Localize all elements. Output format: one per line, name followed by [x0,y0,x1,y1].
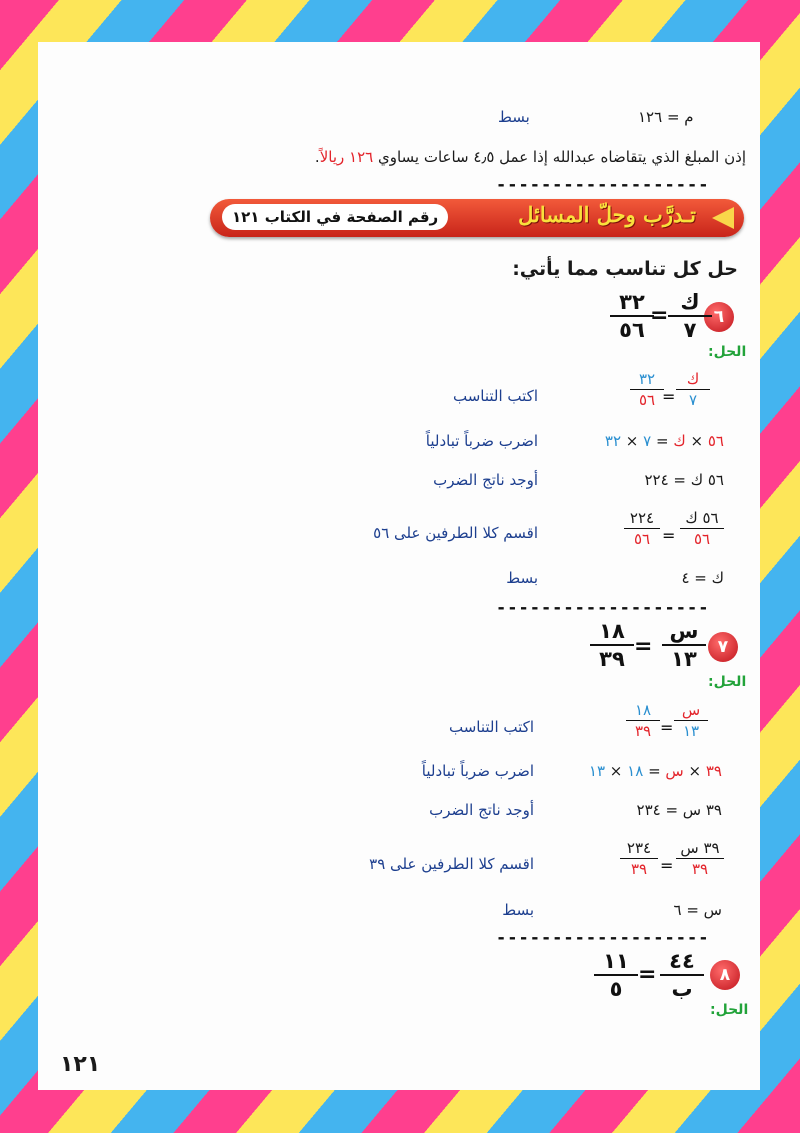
numerator: ٢٢٤ [629,509,655,527]
equals-sign: = [648,762,661,780]
problem-fraction-left [660,619,708,671]
step-label-simplify: بسط [506,569,538,587]
banner-page-label: رقم الصفحة في الكتاب ١٢١ [222,204,448,230]
numerator: ٣٢ [638,370,656,388]
fraction-bar [676,858,724,859]
fraction-bar [624,528,660,529]
solution-label: الحل: [708,674,747,690]
banner-arrow-icon [712,207,734,229]
times-sign: × [688,762,702,780]
conclusion-end: . [314,148,320,166]
top-equation [638,108,694,126]
step-label-write: اكتب التناسب [449,718,534,736]
fraction-bar [662,644,706,646]
term: ١٣ [588,762,606,780]
product-equation: ٣٩ س = ٢٣٤ [636,801,722,819]
fraction-bar [630,389,664,390]
conclusion-prefix: إذن المبلغ الذي يتقاضاه عبدالله إذا عمل ٤٫٥ ساعات يساوي [377,148,746,166]
times-sign: × [625,432,639,450]
fraction-bar [620,858,658,859]
denominator: ٥ [609,977,623,1001]
equals-sign: = [638,962,657,987]
simplify-equation: ك = ٤ [681,569,724,587]
problem-number-badge: ٨ [710,960,740,990]
divide-fraction-left [678,509,726,548]
problem-fraction-right [592,949,640,1001]
denominator: ٣٩ [634,722,652,740]
divider-3: ------------------- [496,928,710,948]
times-sign: × [690,432,704,450]
cross-multiply-equation [589,762,722,780]
equals-sign: = [662,526,676,545]
term: ك [673,432,686,450]
numerator: ٥٦ ك [685,509,719,527]
denominator: ٥٦ [633,530,651,548]
banner-title: تـدرَّب وحلّ المسائل [518,202,696,227]
write-fraction-left [674,370,712,409]
divider-2: ------------------- [496,598,710,618]
top-equation-text: م = ١٢٦ [638,108,694,126]
step-label-product: أوجد ناتج الضرب [433,471,538,489]
equals-sign: = [656,432,669,450]
step-label-cross: اضرب ضرباً تبادلياً [425,432,538,450]
conclusion-value: ١٢٦ ريالاً [319,148,374,166]
fraction-bar [626,720,660,721]
denominator: ٣٩ [691,860,709,878]
numerator: ١٨ [599,619,625,643]
cross-multiply-equation [605,432,724,450]
instruction: حل كل تناسب مما يأتي: [512,258,738,280]
denominator: ١٣ [682,722,700,740]
numerator: ك [680,290,700,314]
practice-banner [210,199,744,237]
write-fraction-left [672,701,710,740]
equals-sign: = [650,303,669,328]
step-label-write: اكتب التناسب [453,387,538,405]
denominator: ب [671,977,693,1001]
fraction-bar [674,720,708,721]
denominator: ٣٩ [630,860,648,878]
step-label-divide: اقسم كلا الطرفين على ٥٦ [373,524,538,542]
divide-fraction-right [618,839,660,878]
problem-number-badge: ٦ [704,302,734,332]
denominator: ٥٦ [619,318,645,342]
fraction-bar [590,644,634,646]
term: س [665,762,684,780]
denominator: ١٣ [671,647,697,671]
numerator: ٤٤ [669,949,695,973]
numerator: ٣٢ [619,290,645,314]
term: ٥٦ [707,432,724,450]
numerator: س [681,701,701,719]
write-fraction-right [624,701,662,740]
problem-fraction-left [666,290,714,342]
simplify-equation: س = ٦ [673,901,722,919]
solution-label: الحل: [710,1002,749,1018]
equals-sign: = [660,856,674,875]
divide-fraction-right [622,509,662,548]
fraction-bar [660,974,704,976]
step-label-simplify: بسط [502,901,534,919]
problem-fraction-right [588,619,636,671]
numerator: ١١ [603,949,629,973]
numerator: ٢٣٤ [626,839,652,857]
problem-number-badge: ٧ [708,632,738,662]
denominator: ٧ [688,391,698,409]
equals-sign: = [662,387,676,406]
denominator: ٣٩ [599,647,625,671]
fraction-bar [676,389,710,390]
term: ١٨ [627,762,644,780]
product-equation: ٥٦ ك = ٢٢٤ [644,471,724,489]
divider-1: ------------------- [496,175,710,195]
write-fraction-right [628,370,666,409]
solution-label: الحل: [708,344,747,360]
term: ٣٢ [604,432,622,450]
fraction-bar [668,315,712,317]
numerator: ك [686,370,700,388]
times-sign: × [609,762,623,780]
fraction-bar [594,974,638,976]
top-step-label: بسط [498,108,530,126]
numerator: ٣٩ س [680,839,720,857]
worksheet-page [38,42,760,1090]
fraction-bar [680,528,724,529]
step-label-product: أوجد ناتج الضرب [429,801,534,819]
term: ٣٩ [705,762,722,780]
page-number: ١٢١ [60,1052,101,1077]
numerator: س [669,619,699,643]
denominator: ٥٦ [693,530,711,548]
divide-fraction-left [674,839,726,878]
step-label-cross: اضرب ضرباً تبادلياً [421,762,534,780]
problem-fraction-left [658,949,706,1001]
denominator: ٥٦ [638,391,656,409]
equals-sign: = [660,718,674,737]
equals-sign: = [634,634,653,659]
term: ٧ [643,432,652,450]
conclusion-line [226,148,746,166]
fraction-bar [610,315,654,317]
problem-fraction-right [608,290,656,342]
step-label-divide: اقسم كلا الطرفين على ٣٩ [369,855,534,873]
denominator: ٧ [683,318,697,342]
numerator: ١٨ [634,701,652,719]
